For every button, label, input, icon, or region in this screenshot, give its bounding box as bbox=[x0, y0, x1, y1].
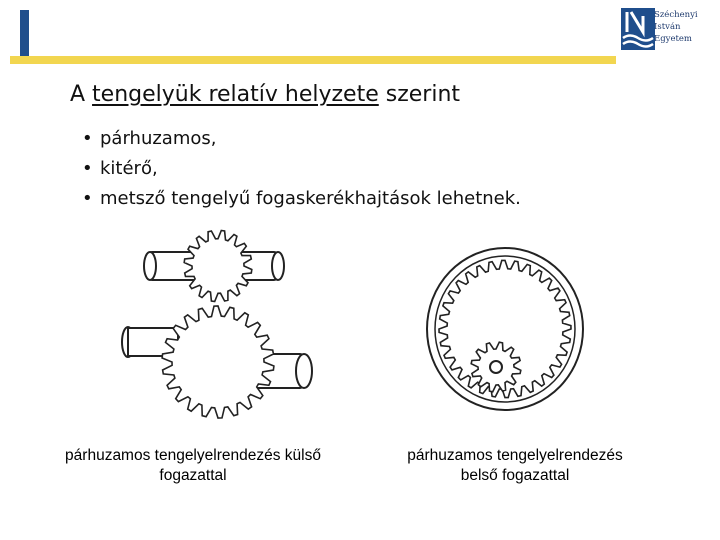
bullet-item bbox=[82, 154, 521, 184]
bullet-dot-icon: • bbox=[82, 188, 93, 209]
bullet-item bbox=[82, 124, 521, 154]
logo-line-1: Széchenyi bbox=[654, 10, 698, 20]
title-underlined: tengelyük relatív helyzete bbox=[92, 82, 379, 107]
title-suffix: szerint bbox=[378, 82, 461, 107]
logo-line-3: Egyetem bbox=[654, 34, 692, 44]
internal-gear-pair-icon bbox=[424, 245, 586, 413]
bullet-text: kitérő, bbox=[100, 158, 158, 179]
bullet-item bbox=[82, 184, 521, 214]
external-gear-pair-icon bbox=[118, 222, 318, 432]
header-rule bbox=[10, 56, 616, 64]
caption-line: párhuzamos tengelyelrendezés külső bbox=[65, 447, 321, 464]
gear-teeth-outline bbox=[184, 231, 252, 302]
bullet-list bbox=[82, 124, 521, 214]
caption-line: fogazattal bbox=[159, 467, 227, 484]
caption-external-gearing bbox=[48, 446, 338, 486]
slide-title bbox=[70, 82, 460, 107]
bullet-text: párhuzamos, bbox=[100, 128, 217, 149]
caption-line: belső fogazattal bbox=[460, 467, 570, 484]
university-name bbox=[654, 9, 698, 45]
title-prefix: A bbox=[70, 82, 93, 107]
caption-line: párhuzamos tengelyelrendezés bbox=[407, 447, 623, 464]
bullet-dot-icon: • bbox=[82, 128, 93, 149]
caption-internal-gearing bbox=[380, 446, 650, 486]
logo-line-2: István bbox=[654, 22, 681, 32]
gear-teeth-outline bbox=[162, 306, 274, 418]
bullet-dot-icon: • bbox=[82, 158, 93, 179]
left-accent-bar bbox=[20, 10, 29, 62]
bullet-text: metsző tengelyű fogaskerékhajtások lehetnek. bbox=[100, 188, 521, 209]
university-logo-icon bbox=[621, 8, 655, 50]
